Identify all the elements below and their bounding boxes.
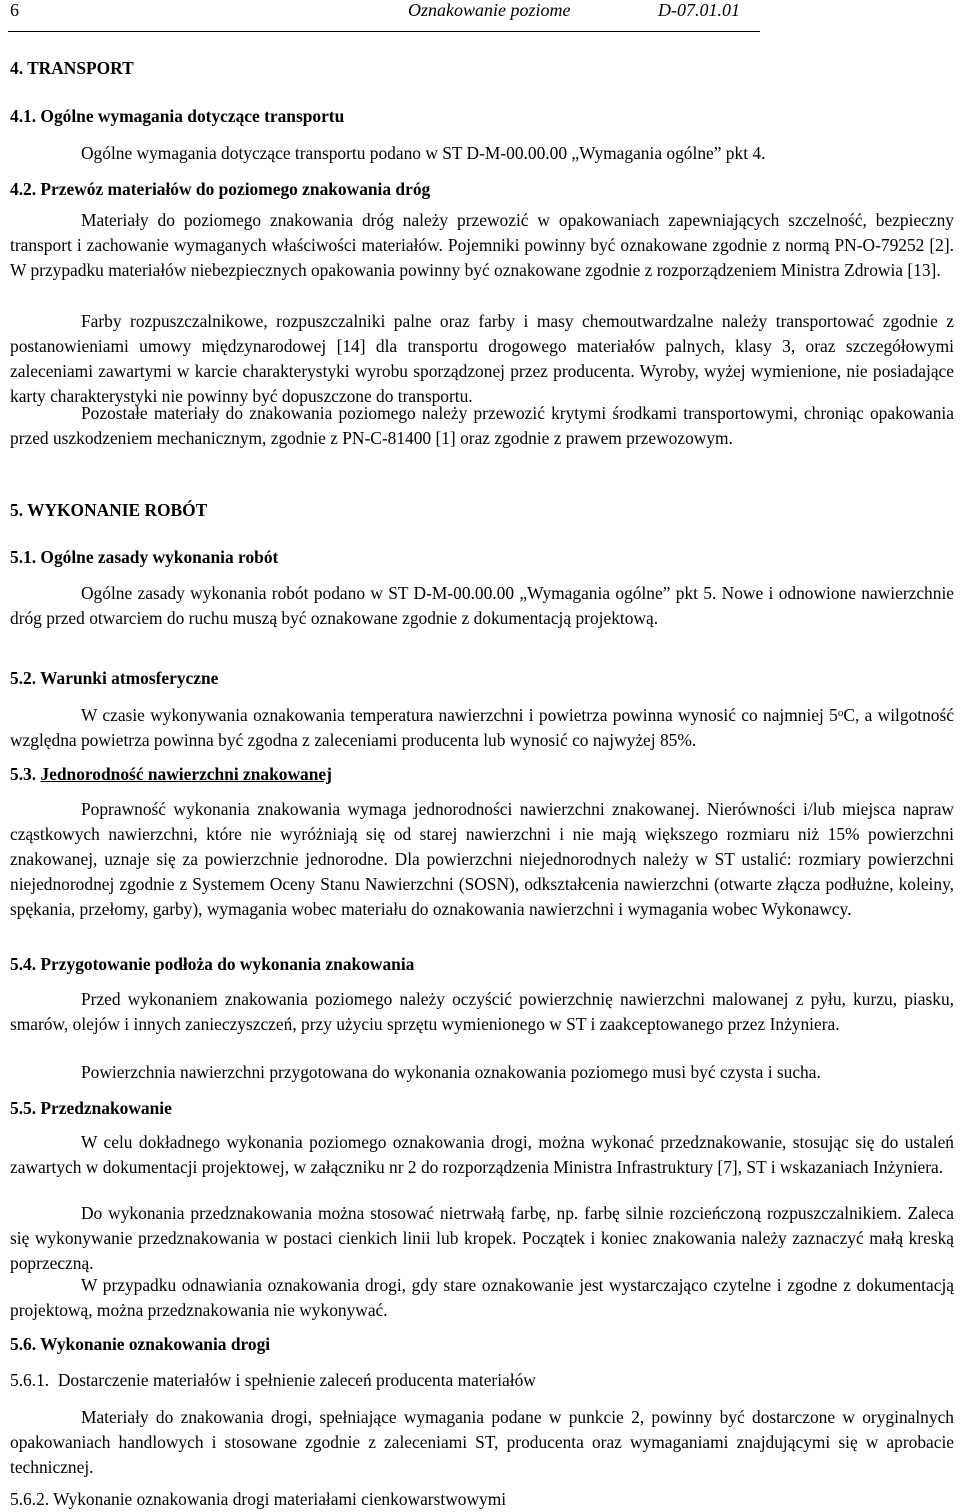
section-4-2-heading: 4.2. Przewóz materiałów do poziomego znakowania dróg [10,179,431,199]
page-number: 6 [10,0,19,20]
section-5-6-1-paragraph: Materiały do znakowania drogi, spełniające wymagania podane w punkcie 2, powinny być dostarczone w oryginalnych opakowaniach handlowych i stosowane zgodnie z zaleceniami ST, producenta oraz wymaganiami znajdującymi się w aprobacie technicznej. [10,1407,954,1477]
section-5-heading: 5. WYKONANIE ROBÓT [10,500,208,520]
section-5-3-number: 5.3. [10,764,37,784]
section-4-2-paragraph-2: Farby rozpuszczalnikowe, rozpuszczalniki palne oraz farby i masy chemoutwardzalne należy transportować zgodnie z postanowieniami umowy międzynarodowej [14] dla transportu drogowego materiałów palnych, klasy 3, oraz szczegółowymi zaleceniami zawartymi w karcie charakterystyki wyrobu sporządzonej przez producenta. Wyroby, wyżej wymienione, nie posiadające karty charakterystyki nie powinny być dopuszczone do transportu. [10,311,954,406]
section-5-3-heading [10,762,954,787]
section-5-5-paragraph-3: W przypadku odnawiania oznakowania drogi, gdy stare oznakowanie jest wystarczająco czytelne i zgodne z dokumentacją projektową, można przedznakowania nie wykonywać. [10,1275,954,1320]
section-5-4-paragraph-2: Powierzchnia nawierzchni przygotowana do wykonania oznakowania poziomego musi być czysta i sucha. [81,1062,821,1082]
section-4-1-heading: 4.1. Ogólne wymagania dotyczące transportu [10,106,345,126]
section-5-6-2-heading: 5.6.2. Wykonanie oznakowania drogi materiałami cienkowarstwowymi [10,1489,507,1509]
section-5-3-title: Jednorodność nawierzchni znakowanej [40,764,332,784]
section-5-4-paragraph-1: Przed wykonaniem znakowania poziomego należy oczyścić powierzchnię nawierzchni malowanej z pyłu, kurzu, piasku, smarów, olejów i innych zanieczyszczeń, przy użyciu sprzętu wymienionego w ST i zaakceptowanego przez Inżyniera. [10,989,954,1034]
section-5-2-text-b: C, a wilgotność względna powietrza powinna być zgodna z zaleceniami producenta lub wynosić co najwyżej 85%. [10,705,954,750]
section-5-5-heading: 5.5. Przedznakowanie [10,1098,172,1118]
section-5-3-paragraph: Poprawność wykonania znakowania wymaga jednorodności nawierzchni znakowanej. Nierówności i/lub miejsca napraw cząstkowych nawierzchni, które nie wyróżniają się od starej nawierzchni i nie mają większego rozmiaru niż 15% powierzchni znakowanej, uznaje się za powierzchnie jednorodne. Dla powierzchni niejednorodnych należy w ST ustalić: rozmiary powierzchni niejednorodnej zgodnie z Systemem Oceny Stanu Nawierzchni (SOSN), odkształcenia nawierzchni (otwarte złącza podłużne, koleiny, spękania, przełomy, garby), wymagania wobec materiału do oznakowania nawierzchni i wymagania wobec Wykonawcy. [10,799,954,919]
header-rule [8,31,760,32]
section-5-2-paragraph [10,703,954,753]
page-header [8,0,760,30]
section-5-2-text-a: W czasie wykonywania oznakowania temperatura nawierzchni i powietrza powinna wynosić co najmniej 5 [81,705,838,725]
section-5-5-paragraph-1: W celu dokładnego wykonania poziomego oznakowania drogi, można wykonać przedznakowanie, stosując się do ustaleń zawartych w dokumentacji projektowej, w załączniku nr 2 do rozporządzenia Ministra Infrastruktury [7], ST i wskazaniach Inżyniera. [10,1132,954,1177]
header-title: Oznakowanie poziome [408,0,571,20]
section-4-heading: 4. TRANSPORT [10,58,134,78]
section-4-1-paragraph: Ogólne wymagania dotyczące transportu podano w ST D-M-00.00.00 „Wymagania ogólne” pkt 4. [81,143,766,163]
section-4-2-paragraph-1: Materiały do poziomego znakowania dróg należy przewozić w opakowaniach zapewniających szczelność, bezpieczny transport i zachowanie wymaganych właściwości materiałów. Pojemniki powinny być oznakowane zgodnie z normą PN-O-79252 [2]. W przypadku materiałów niebezpiecznych opakowania powinny być oznakowane zgodnie z rozporządzeniem Ministra Zdrowia [13]. [10,210,954,280]
section-5-1-heading: 5.1. Ogólne zasady wykonania robót [10,547,279,567]
section-5-4-heading: 5.4. Przygotowanie podłoża do wykonania znakowania [10,954,415,974]
degree-superscript: o [837,707,844,719]
header-code: D-07.01.01 [658,0,740,20]
section-5-5-paragraph-2: Do wykonania przedznakowania można stosować nietrwałą farbę, np. farbę silnie rozcieńczoną rozpuszczalnikiem. Zaleca się wykonywanie przedznakowania w postaci cienkich linii lub kropek. Początek i koniec znakowania należy zaznaczyć małą kreską poprzeczną. [10,1203,954,1273]
section-5-6-1-heading: 5.6.1. Dostarczenie materiałów i spełnienie zaleceń producenta materiałów [10,1370,536,1390]
section-5-1-paragraph: Ogólne zasady wykonania robót podano w ST D-M-00.00.00 „Wymagania ogólne” pkt 5. Nowe i odnowione nawierzchnie dróg przed otwarciem do ruchu muszą być oznakowane zgodnie z dokumentacją projektową. [10,583,954,628]
section-5-2-heading: 5.2. Warunki atmosferyczne [10,668,219,688]
section-4-2-paragraph-3: Pozostałe materiały do znakowania poziomego należy przewozić krytymi środkami transportowymi, chroniąc opakowania przed uszkodzeniem mechanicznym, zgodnie z PN-C-81400 [1] oraz zgodnie z prawem przewozowym. [10,403,954,448]
section-5-6-heading: 5.6. Wykonanie oznakowania drogi [10,1334,271,1354]
